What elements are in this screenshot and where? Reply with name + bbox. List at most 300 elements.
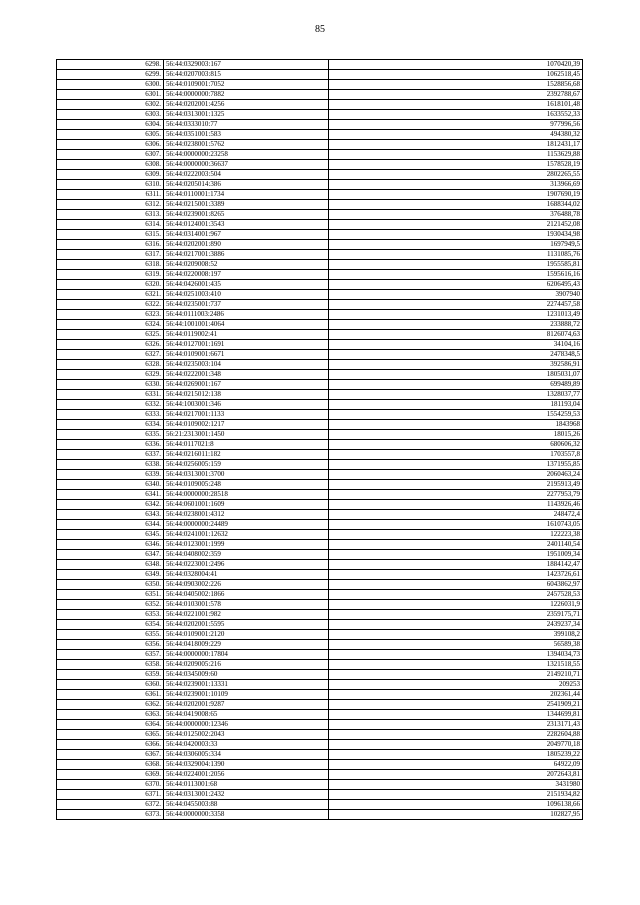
cadastral-value-cell: 18015,26: [329, 430, 583, 440]
row-number-cell: 6363.: [57, 710, 164, 720]
cadastral-value-cell: 1070420,39: [329, 60, 583, 70]
cadastral-number-cell: 56:44:0111003:2486: [164, 310, 329, 320]
row-number-cell: 6320.: [57, 280, 164, 290]
cadastral-number-cell: 56:44:1001001:4064: [164, 320, 329, 330]
row-number-cell: 6315.: [57, 230, 164, 240]
table-row: [57, 270, 583, 280]
cadastral-number-cell: 56:44:0329003:167: [164, 60, 329, 70]
cadastral-value-cell: 1226031,9: [329, 600, 583, 610]
cadastral-number-cell: 56:44:0215001:3389: [164, 200, 329, 210]
cadastral-value-cell: 209253: [329, 680, 583, 690]
table-row: [57, 680, 583, 690]
row-number-cell: 6333.: [57, 410, 164, 420]
table-row: [57, 470, 583, 480]
row-number-cell: 6310.: [57, 180, 164, 190]
row-number-cell: 6343.: [57, 510, 164, 520]
table-row: [57, 180, 583, 190]
cadastral-value-cell: 2457528,53: [329, 590, 583, 600]
table-row: [57, 400, 583, 410]
cadastral-value-cell: 2072643,81: [329, 770, 583, 780]
cadastral-value-cell: 313966,69: [329, 180, 583, 190]
cadastral-value-cell: 248472,4: [329, 510, 583, 520]
cadastral-value-cell: 1805031,07: [329, 370, 583, 380]
cadastral-value-cell: 2541909,21: [329, 700, 583, 710]
cadastral-number-cell: 56:44:0329004:1390: [164, 760, 329, 770]
cadastral-value-cell: 2121452,08: [329, 220, 583, 230]
cadastral-number-cell: 56:44:0426001:435: [164, 280, 329, 290]
table-row: [57, 110, 583, 120]
cadastral-value-cell: 2277953,79: [329, 490, 583, 500]
cadastral-value-cell: 202361,44: [329, 690, 583, 700]
table-row: [57, 300, 583, 310]
cadastral-number-cell: 56:44:0000000:12346: [164, 720, 329, 730]
cadastral-value-cell: 1610743,05: [329, 520, 583, 530]
cadastral-number-cell: 56:44:0205014:386: [164, 180, 329, 190]
row-number-cell: 6309.: [57, 170, 164, 180]
row-number-cell: 6329.: [57, 370, 164, 380]
row-number-cell: 6346.: [57, 540, 164, 550]
cadastral-number-cell: 56:44:0405002:1866: [164, 590, 329, 600]
row-number-cell: 6347.: [57, 550, 164, 560]
row-number-cell: 6372.: [57, 800, 164, 810]
table-row: [57, 520, 583, 530]
cadastral-number-cell: 56:44:0000000:7882: [164, 90, 329, 100]
cadastral-number-cell: 56:44:0256005:159: [164, 460, 329, 470]
cadastral-value-cell: 1394034,73: [329, 650, 583, 660]
cadastral-value-cell: 1703557,8: [329, 450, 583, 460]
table-row: [57, 260, 583, 270]
cadastral-number-cell: 56:44:0418009:229: [164, 640, 329, 650]
cadastral-number-cell: 56:44:0209008:52: [164, 260, 329, 270]
cadastral-number-cell: 56:44:0239001:13331: [164, 680, 329, 690]
row-number-cell: 6313.: [57, 210, 164, 220]
row-number-cell: 6371.: [57, 790, 164, 800]
cadastral-value-cell: 680606,32: [329, 440, 583, 450]
table-row: [57, 200, 583, 210]
cadastral-number-cell: 56:44:0123001:1999: [164, 540, 329, 550]
cadastral-value-cell: 1688344,02: [329, 200, 583, 210]
cadastral-value-cell: 2060463,24: [329, 470, 583, 480]
cadastral-number-cell: 56:44:0217001:3886: [164, 250, 329, 260]
cadastral-number-cell: 56:44:0903002:226: [164, 580, 329, 590]
table-row: [57, 410, 583, 420]
cadastral-value-cell: 1812431,17: [329, 140, 583, 150]
row-number-cell: 6354.: [57, 620, 164, 630]
cadastral-number-cell: 56:44:0110001:1734: [164, 190, 329, 200]
row-number-cell: 6348.: [57, 560, 164, 570]
table-row: [57, 420, 583, 430]
cadastral-value-cell: 2439237,34: [329, 620, 583, 630]
row-number-cell: 6336.: [57, 440, 164, 450]
table-row: [57, 710, 583, 720]
row-number-cell: 6307.: [57, 150, 164, 160]
table-row: [57, 550, 583, 560]
cadastral-number-cell: 56:44:0000000:36637: [164, 160, 329, 170]
cadastral-value-cell: 2392788,67: [329, 90, 583, 100]
cadastral-value-cell: 1096138,66: [329, 800, 583, 810]
cadastral-value-cell: 1528856,68: [329, 80, 583, 90]
row-number-cell: 6350.: [57, 580, 164, 590]
table-row: [57, 600, 583, 610]
row-number-cell: 6332.: [57, 400, 164, 410]
cadastral-value-cell: 1344699,81: [329, 710, 583, 720]
table-row: [57, 140, 583, 150]
cadastral-number-cell: 56:44:0251003:410: [164, 290, 329, 300]
table-row: [57, 310, 583, 320]
row-number-cell: 6325.: [57, 330, 164, 340]
cadastral-value-cell: 3907940: [329, 290, 583, 300]
cadastral-number-cell: 56:44:0306005:334: [164, 750, 329, 760]
row-number-cell: 6305.: [57, 130, 164, 140]
row-number-cell: 6344.: [57, 520, 164, 530]
table-row: [57, 620, 583, 630]
cadastral-number-cell: 56:44:0345009:60: [164, 670, 329, 680]
table-row: [57, 340, 583, 350]
table-row: [57, 390, 583, 400]
row-number-cell: 6367.: [57, 750, 164, 760]
cadastral-number-cell: 56:44:0238001:5762: [164, 140, 329, 150]
cadastral-value-cell: 1805239,22: [329, 750, 583, 760]
row-number-cell: 6312.: [57, 200, 164, 210]
cadastral-value-cell: 1321518,55: [329, 660, 583, 670]
cadastral-value-cell: 2359175,71: [329, 610, 583, 620]
cadastral-value-cell: 8126074,63: [329, 330, 583, 340]
cadastral-number-cell: 56:44:0420003:33: [164, 740, 329, 750]
table-row: [57, 150, 583, 160]
cadastral-value-cell: 2478348,5: [329, 350, 583, 360]
table-row: [57, 700, 583, 710]
cadastral-number-cell: 56:44:0113001:68: [164, 780, 329, 790]
cadastral-number-cell: 56:44:0224001:2056: [164, 770, 329, 780]
table-row: [57, 770, 583, 780]
row-number-cell: 6340.: [57, 480, 164, 490]
cadastral-value-cell: 2282604,88: [329, 730, 583, 740]
cadastral-number-cell: 56:44:0202001:4256: [164, 100, 329, 110]
table-row: [57, 530, 583, 540]
row-number-cell: 6352.: [57, 600, 164, 610]
row-number-cell: 6331.: [57, 390, 164, 400]
cadastral-number-cell: 56:44:0207003:815: [164, 70, 329, 80]
cadastral-number-cell: 56:44:0313001:1325: [164, 110, 329, 120]
table-row: [57, 630, 583, 640]
row-number-cell: 6351.: [57, 590, 164, 600]
cadastral-value-cell: 1595616,16: [329, 270, 583, 280]
cadastral-number-cell: 56:44:0109005:248: [164, 480, 329, 490]
cadastral-value-cell: 1423726,61: [329, 570, 583, 580]
table-body: [57, 60, 583, 820]
table-row: [57, 490, 583, 500]
cadastral-value-cell: 1554259,53: [329, 410, 583, 420]
cadastral-number-cell: 56:44:0216011:182: [164, 450, 329, 460]
table-row: [57, 250, 583, 260]
cadastral-value-cell: 102827,95: [329, 810, 583, 820]
cadastral-value-cell: 6043862,97: [329, 580, 583, 590]
table-row: [57, 650, 583, 660]
row-number-cell: 6311.: [57, 190, 164, 200]
row-number-cell: 6355.: [57, 630, 164, 640]
row-number-cell: 6321.: [57, 290, 164, 300]
table-row: [57, 590, 583, 600]
cadastral-value-cell: 1328037,77: [329, 390, 583, 400]
row-number-cell: 6335.: [57, 430, 164, 440]
row-number-cell: 6341.: [57, 490, 164, 500]
row-number-cell: 6308.: [57, 160, 164, 170]
row-number-cell: 6316.: [57, 240, 164, 250]
cadastral-value-cell: 122223,38: [329, 530, 583, 540]
table-row: [57, 440, 583, 450]
cadastral-value-cell: 181193,04: [329, 400, 583, 410]
cadastral-number-cell: 56:44:0209005:216: [164, 660, 329, 670]
table-row: [57, 790, 583, 800]
row-number-cell: 6358.: [57, 660, 164, 670]
cadastral-value-cell: 2049770,18: [329, 740, 583, 750]
table-row: [57, 190, 583, 200]
table-row: [57, 70, 583, 80]
row-number-cell: 6369.: [57, 770, 164, 780]
cadastral-value-cell: 1951009,34: [329, 550, 583, 560]
row-number-cell: 6366.: [57, 740, 164, 750]
row-number-cell: 6299.: [57, 70, 164, 80]
row-number-cell: 6337.: [57, 450, 164, 460]
table-row: [57, 220, 583, 230]
row-number-cell: 6353.: [57, 610, 164, 620]
table-row: [57, 280, 583, 290]
row-number-cell: 6302.: [57, 100, 164, 110]
row-number-cell: 6314.: [57, 220, 164, 230]
cadastral-value-cell: 233888,72: [329, 320, 583, 330]
cadastral-number-cell: 56:44:0103001:578: [164, 600, 329, 610]
cadastral-number-cell: 56:44:0124001:3543: [164, 220, 329, 230]
table-row: [57, 430, 583, 440]
table-row: [57, 780, 583, 790]
table-row: [57, 640, 583, 650]
cadastral-value-cell: 1618101,48: [329, 100, 583, 110]
cadastral-number-cell: 56:44:0223001:2496: [164, 560, 329, 570]
table-row: [57, 560, 583, 570]
cadastral-number-cell: 56:44:0221001:982: [164, 610, 329, 620]
cadastral-number-cell: 56:44:0000000:17804: [164, 650, 329, 660]
table-row: [57, 800, 583, 810]
row-number-cell: 6370.: [57, 780, 164, 790]
cadastral-value-cell: 6206495,43: [329, 280, 583, 290]
row-number-cell: 6306.: [57, 140, 164, 150]
cadastral-value-table: [56, 59, 583, 820]
cadastral-number-cell: 56:44:0000000:28518: [164, 490, 329, 500]
cadastral-value-cell: 2151934,82: [329, 790, 583, 800]
cadastral-value-cell: 1062518,45: [329, 70, 583, 80]
cadastral-value-cell: 2401140,54: [329, 540, 583, 550]
row-number-cell: 6323.: [57, 310, 164, 320]
cadastral-value-cell: 2274457,58: [329, 300, 583, 310]
cadastral-number-cell: 56:44:0333010:77: [164, 120, 329, 130]
table-row: [57, 330, 583, 340]
cadastral-value-cell: 1930434,98: [329, 230, 583, 240]
cadastral-number-cell: 56:44:0217001:1133: [164, 410, 329, 420]
row-number-cell: 6301.: [57, 90, 164, 100]
table-row: [57, 60, 583, 70]
cadastral-number-cell: 56:44:0125002:2043: [164, 730, 329, 740]
cadastral-number-cell: 56:44:0202001:5595: [164, 620, 329, 630]
cadastral-number-cell: 56:44:0222001:348: [164, 370, 329, 380]
cadastral-number-cell: 56:44:0241001:12632: [164, 530, 329, 540]
table-row: [57, 450, 583, 460]
cadastral-number-cell: 56:44:0419008:65: [164, 710, 329, 720]
table-row: [57, 540, 583, 550]
row-number-cell: 6322.: [57, 300, 164, 310]
row-number-cell: 6361.: [57, 690, 164, 700]
row-number-cell: 6304.: [57, 120, 164, 130]
cadastral-value-cell: 2313171,43: [329, 720, 583, 730]
cadastral-number-cell: 56:44:0235001:737: [164, 300, 329, 310]
table-row: [57, 730, 583, 740]
table-row: [57, 350, 583, 360]
cadastral-value-cell: 494380,32: [329, 130, 583, 140]
table-row: [57, 380, 583, 390]
cadastral-number-cell: 56:44:0239001:10109: [164, 690, 329, 700]
cadastral-number-cell: 56:44:0109001:2120: [164, 630, 329, 640]
table-row: [57, 370, 583, 380]
row-number-cell: 6330.: [57, 380, 164, 390]
cadastral-number-cell: 56:44:0314001:967: [164, 230, 329, 240]
table-row: [57, 580, 583, 590]
cadastral-number-cell: 56:44:0000000:24489: [164, 520, 329, 530]
cadastral-number-cell: 56:44:0239001:8265: [164, 210, 329, 220]
cadastral-number-cell: 56:44:0109001:6671: [164, 350, 329, 360]
row-number-cell: 6339.: [57, 470, 164, 480]
row-number-cell: 6357.: [57, 650, 164, 660]
table-row: [57, 610, 583, 620]
row-number-cell: 6317.: [57, 250, 164, 260]
cadastral-value-cell: 376488,78: [329, 210, 583, 220]
cadastral-number-cell: 56:44:0601001:1609: [164, 500, 329, 510]
table-row: [57, 290, 583, 300]
cadastral-number-cell: 56:44:0000000:3358: [164, 810, 329, 820]
cadastral-value-cell: 2195913,49: [329, 480, 583, 490]
cadastral-value-cell: 1955585,81: [329, 260, 583, 270]
cadastral-number-cell: 56:44:0313001:2432: [164, 790, 329, 800]
cadastral-number-cell: 56:44:0408002:359: [164, 550, 329, 560]
row-number-cell: 6342.: [57, 500, 164, 510]
cadastral-number-cell: 56:44:0351001:583: [164, 130, 329, 140]
table-row: [57, 570, 583, 580]
row-number-cell: 6364.: [57, 720, 164, 730]
row-number-cell: 6345.: [57, 530, 164, 540]
row-number-cell: 6319.: [57, 270, 164, 280]
cadastral-number-cell: 56:44:0238001:4312: [164, 510, 329, 520]
row-number-cell: 6360.: [57, 680, 164, 690]
cadastral-value-cell: 1143926,46: [329, 500, 583, 510]
table-row: [57, 360, 583, 370]
cadastral-value-cell: 1907690,19: [329, 190, 583, 200]
row-number-cell: 6365.: [57, 730, 164, 740]
cadastral-value-cell: 392586,91: [329, 360, 583, 370]
cadastral-value-cell: 699489,89: [329, 380, 583, 390]
table-row: [57, 320, 583, 330]
cadastral-value-cell: 1633552,33: [329, 110, 583, 120]
row-number-cell: 6327.: [57, 350, 164, 360]
table-row: [57, 670, 583, 680]
cadastral-number-cell: 56:44:0269001:167: [164, 380, 329, 390]
cadastral-number-cell: 56:44:0313001:3700: [164, 470, 329, 480]
table-row: [57, 170, 583, 180]
cadastral-value-cell: 64922,09: [329, 760, 583, 770]
page-number: 85: [315, 24, 325, 35]
cadastral-number-cell: 56:44:0235003:104: [164, 360, 329, 370]
cadastral-number-cell: 56:44:0220008:197: [164, 270, 329, 280]
row-number-cell: 6334.: [57, 420, 164, 430]
cadastral-value-cell: 1843968: [329, 420, 583, 430]
cadastral-number-cell: 56:21:2313001:1450: [164, 430, 329, 440]
cadastral-number-cell: 56:44:0000000:23258: [164, 150, 329, 160]
cadastral-value-cell: 1231013,49: [329, 310, 583, 320]
table-row: [57, 130, 583, 140]
cadastral-value-cell: 2802265,55: [329, 170, 583, 180]
cadastral-value-cell: 1884142,47: [329, 560, 583, 570]
cadastral-value-cell: 1578528,19: [329, 160, 583, 170]
table-row: [57, 510, 583, 520]
table-row: [57, 720, 583, 730]
cadastral-value-cell: 399108,2: [329, 630, 583, 640]
table-row: [57, 80, 583, 90]
table-row: [57, 740, 583, 750]
row-number-cell: 6373.: [57, 810, 164, 820]
row-number-cell: 6298.: [57, 60, 164, 70]
cadastral-number-cell: 56:44:0109002:1217: [164, 420, 329, 430]
cadastral-number-cell: 56:44:0455003:88: [164, 800, 329, 810]
row-number-cell: 6328.: [57, 360, 164, 370]
cadastral-number-cell: 56:44:0202001:890: [164, 240, 329, 250]
cadastral-number-cell: 56:44:0222003:504: [164, 170, 329, 180]
cadastral-number-cell: 56:44:0117021:8: [164, 440, 329, 450]
cadastral-number-cell: 56:44:1003001:346: [164, 400, 329, 410]
row-number-cell: 6318.: [57, 260, 164, 270]
cadastral-value-cell: 2149210,71: [329, 670, 583, 680]
cadastral-value-cell: 3431980: [329, 780, 583, 790]
row-number-cell: 6324.: [57, 320, 164, 330]
row-number-cell: 6303.: [57, 110, 164, 120]
cadastral-number-cell: 56:44:0119002:41: [164, 330, 329, 340]
row-number-cell: 6356.: [57, 640, 164, 650]
table-row: [57, 810, 583, 820]
row-number-cell: 6368.: [57, 760, 164, 770]
cadastral-number-cell: 56:44:0109001:7052: [164, 80, 329, 90]
table-row: [57, 760, 583, 770]
table-row: [57, 90, 583, 100]
table-row: [57, 230, 583, 240]
table-row: [57, 690, 583, 700]
cadastral-number-cell: 56:44:0202001:9287: [164, 700, 329, 710]
cadastral-value-cell: 34104,16: [329, 340, 583, 350]
row-number-cell: 6359.: [57, 670, 164, 680]
cadastral-number-cell: 56:44:0127001:1691: [164, 340, 329, 350]
cadastral-value-cell: 977996,56: [329, 120, 583, 130]
table-row: [57, 480, 583, 490]
table-row: [57, 500, 583, 510]
table-row: [57, 210, 583, 220]
row-number-cell: 6362.: [57, 700, 164, 710]
row-number-cell: 6338.: [57, 460, 164, 470]
cadastral-value-cell: 1371955,85: [329, 460, 583, 470]
cadastral-number-cell: 56:44:0328004:41: [164, 570, 329, 580]
cadastral-value-cell: 1697949,5: [329, 240, 583, 250]
row-number-cell: 6326.: [57, 340, 164, 350]
table-row: [57, 750, 583, 760]
table-row: [57, 160, 583, 170]
table-row: [57, 240, 583, 250]
table-row: [57, 660, 583, 670]
cadastral-value-cell: 1131085,76: [329, 250, 583, 260]
table-row: [57, 100, 583, 110]
